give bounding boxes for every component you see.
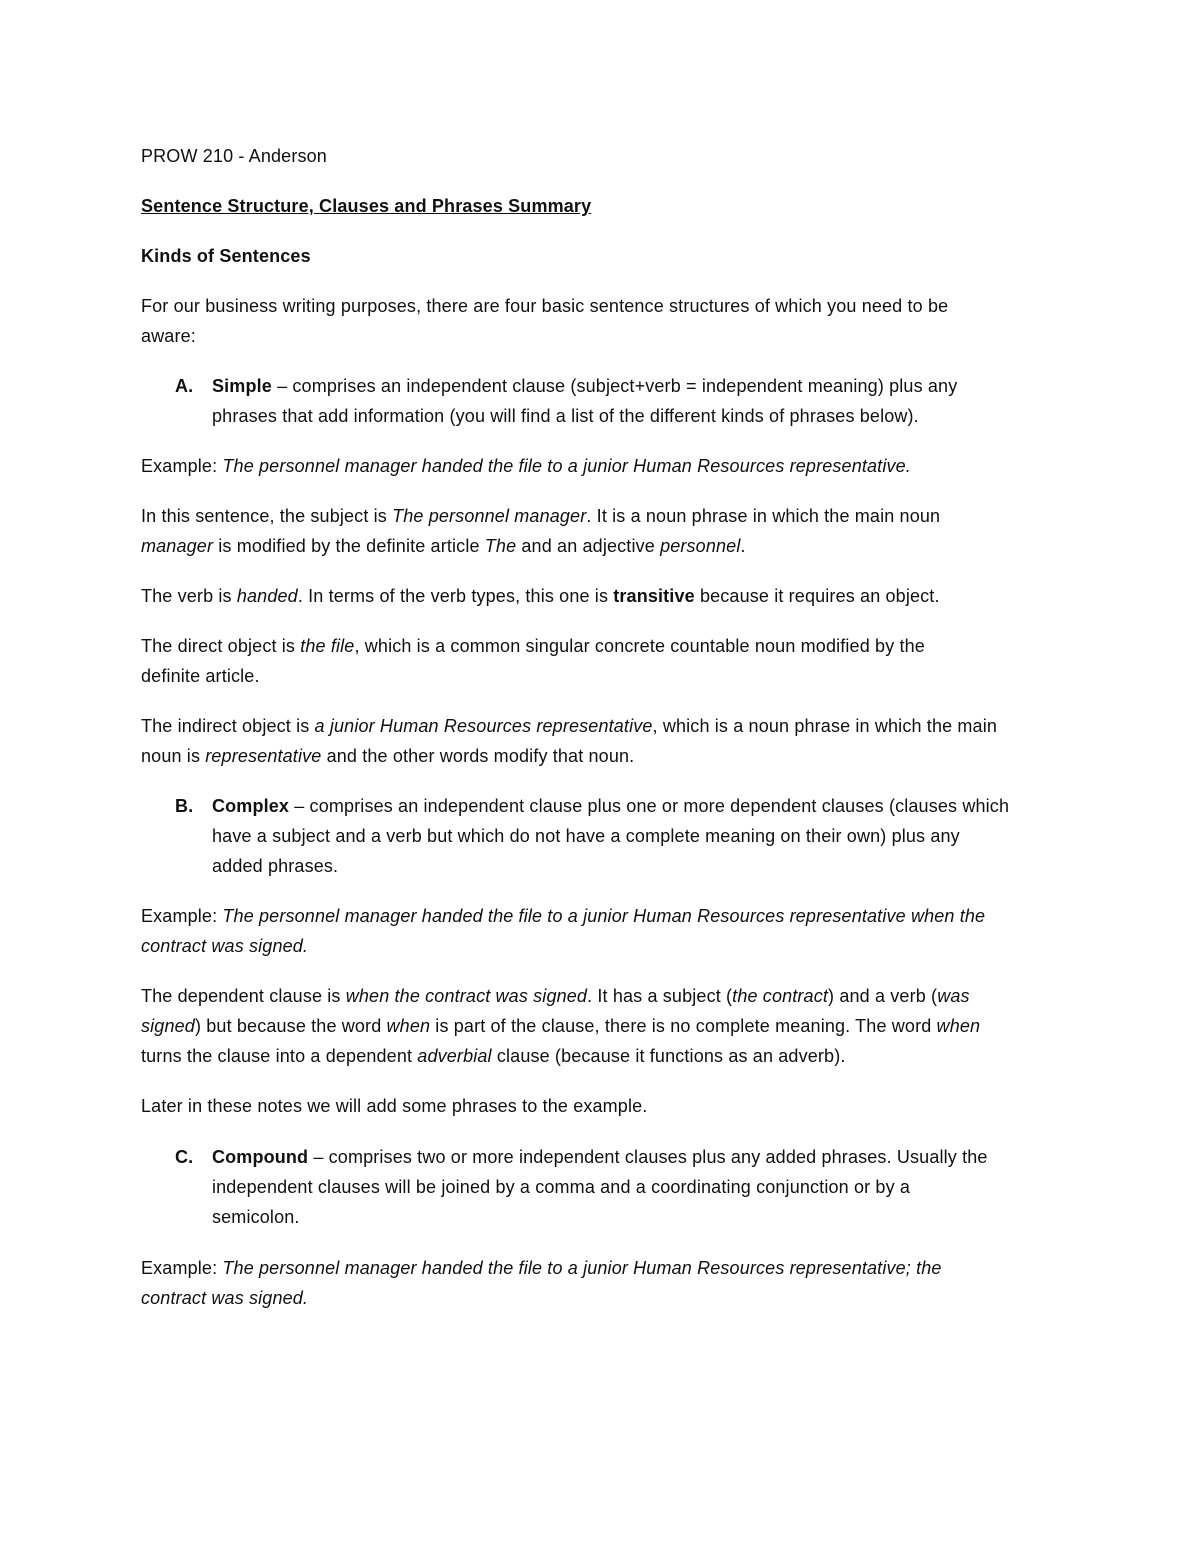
section-heading-text: Kinds of Sentences	[141, 246, 311, 266]
example-sentence: The personnel manager handed the file to a junior Human Resources representative when the	[222, 906, 986, 926]
text: because it requires an object.	[694, 586, 940, 606]
italic-text: The personnel manager	[392, 506, 587, 526]
text: , which is a common singular concrete countable noun modified by the	[354, 636, 925, 656]
text: The direct object is	[141, 636, 301, 656]
item-text: – comprises two or more independent clauses plus any added phrases. Usually the	[308, 1147, 988, 1167]
text: turns the clause into a dependent	[141, 1046, 418, 1066]
example-3	[141, 1253, 1071, 1313]
italic-text: manager	[141, 536, 214, 556]
italic-text: representative	[205, 746, 322, 766]
text: and the other words modify that noun.	[321, 746, 635, 766]
example-1	[141, 451, 1071, 481]
example-sentence: The personnel manager handed the file to a junior Human Resources representative; the	[222, 1258, 942, 1278]
item-text: – comprises an independent clause (subject+verb = independent meaning) plus any	[271, 376, 958, 396]
paragraph-dependent-clause	[141, 981, 1071, 1071]
italic-text: when	[936, 1016, 981, 1036]
text: clause (because it functions as an adverb).	[491, 1046, 846, 1066]
item-text: phrases that add information (you will find a list of the different kinds of phrases below).	[212, 406, 919, 426]
italic-text: when	[386, 1016, 431, 1036]
italic-text: a junior Human Resources representative	[314, 716, 653, 736]
title-text: Sentence Structure, Clauses and Phrases Summary	[141, 196, 592, 216]
section-heading	[141, 241, 1071, 271]
text: The verb is	[141, 586, 237, 606]
text: is modified by the definite article	[213, 536, 485, 556]
italic-text: The	[484, 536, 517, 556]
intro-line-2: aware:	[141, 326, 196, 346]
italic-text: when the contract was signed	[345, 986, 588, 1006]
bold-text: transitive	[613, 586, 695, 606]
example-sentence: contract was signed.	[141, 936, 309, 956]
italic-text: adverbial	[417, 1046, 492, 1066]
intro-line-1: For our business writing purposes, there are four basic sentence structures of which you need to be	[141, 296, 949, 316]
text: noun is	[141, 746, 206, 766]
paragraph-later	[141, 1091, 1071, 1121]
italic-text: the contract	[732, 986, 829, 1006]
italic-text: was	[937, 986, 970, 1006]
italic-text: personnel	[660, 536, 741, 556]
example-label: Example:	[141, 906, 223, 926]
example-sentence: The personnel manager handed the file to a junior Human Resources representative.	[222, 456, 911, 476]
text: In this sentence, the subject is	[141, 506, 393, 526]
item-text: have a subject and a verb but which do not have a complete meaning on their own) plus any	[212, 826, 960, 846]
text: . It is a noun phrase in which the main noun	[586, 506, 941, 526]
paragraph-verb	[141, 581, 1071, 611]
italic-text: handed	[236, 586, 298, 606]
list-letter: A.	[175, 376, 194, 396]
paragraph-indirect-object	[141, 711, 1071, 771]
text: is part of the clause, there is no complete meaning. The word	[430, 1016, 937, 1036]
text: The dependent clause is	[141, 986, 346, 1006]
paragraph-subject	[141, 501, 1071, 561]
text: . In terms of the verb types, this one is	[297, 586, 614, 606]
italic-text: signed	[141, 1016, 195, 1036]
term-simple: Simple	[212, 376, 272, 396]
item-text: – comprises an independent clause plus one or more dependent clauses (clauses which	[289, 796, 1010, 816]
example-2	[141, 901, 1071, 961]
term-complex: Complex	[212, 796, 290, 816]
document-title	[141, 191, 1071, 221]
text: ) but because the word	[194, 1016, 387, 1036]
text: definite article.	[141, 666, 260, 686]
example-label: Example:	[141, 1258, 223, 1278]
list-letter: B.	[175, 796, 194, 816]
text: .	[740, 536, 746, 556]
text: ) and a verb (	[828, 986, 938, 1006]
example-label: Example:	[141, 456, 223, 476]
text: , which is a noun phrase in which the main	[652, 716, 998, 736]
text: and an adjective	[516, 536, 661, 556]
paragraph-direct-object	[141, 631, 1071, 691]
item-text: independent clauses will be joined by a comma and a coordinating conjunction or by a	[212, 1177, 911, 1197]
text: . It has a subject (	[587, 986, 733, 1006]
term-compound: Compound	[212, 1147, 309, 1167]
intro-paragraph	[141, 291, 1071, 351]
item-text: semicolon.	[212, 1207, 300, 1227]
document-header	[141, 141, 1071, 171]
text: The indirect object is	[141, 716, 315, 736]
item-text: added phrases.	[212, 856, 339, 876]
list-letter: C.	[175, 1147, 194, 1167]
example-sentence: contract was signed.	[141, 1288, 309, 1308]
italic-text: the file	[300, 636, 355, 656]
text: Later in these notes we will add some phrases to the example.	[141, 1096, 648, 1116]
header-text: PROW 210 - Anderson	[141, 146, 327, 166]
